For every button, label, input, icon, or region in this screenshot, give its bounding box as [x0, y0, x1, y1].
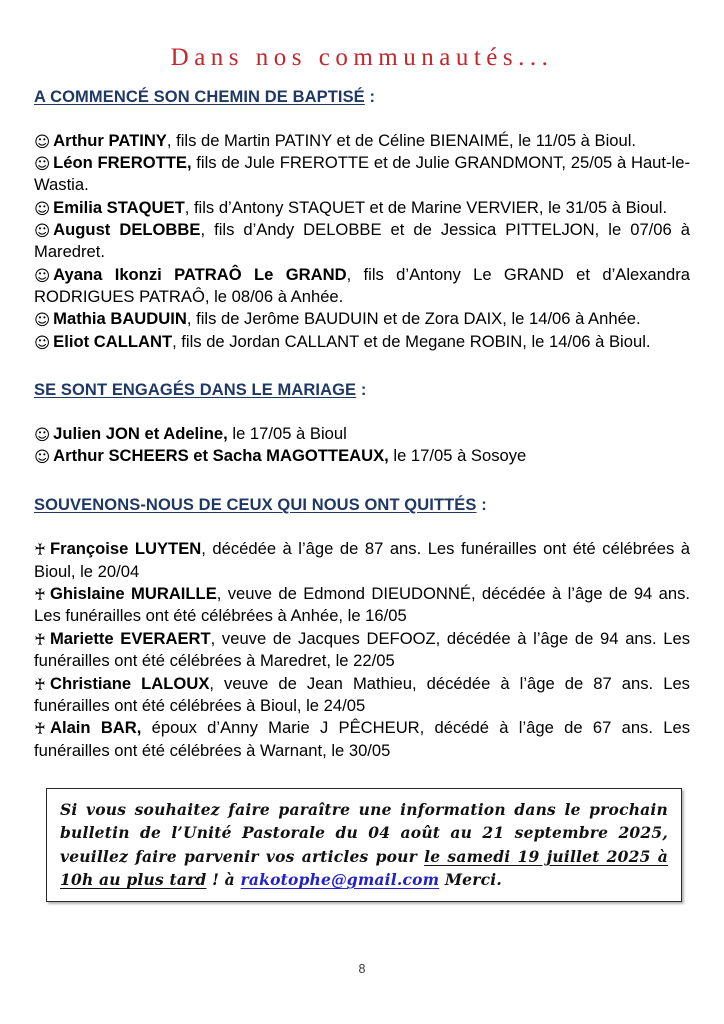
entry-name: August DELOBBE [53, 220, 201, 240]
list-item [34, 445, 690, 467]
email-link[interactable]: rakotophe@gmail.com [240, 869, 440, 889]
entry-name: Eliot CALLANT [53, 331, 173, 351]
list-item [34, 583, 690, 628]
notice-text [60, 798, 668, 891]
cross-icon: ♰ [34, 674, 46, 694]
list-item [34, 673, 690, 718]
entry-detail: fils de Jule FREROTTE et de Julie GRANDMONT, 25/05 à Haut-le-Wastia. [34, 153, 690, 195]
notice-deadline: le samedi 19 juillet 2025 à 10h au plus tard [60, 846, 668, 889]
entry-name: Léon FREROTTE, [53, 153, 192, 173]
entry-detail: , veuve de Jean Mathieu, décédée à l’âge de 87 ans. Les funérailles ont été célébrées à Bioul, le 24/05 [34, 673, 690, 716]
page-title: Dans nos communautés... [170, 44, 554, 71]
list-item [34, 130, 690, 152]
entry-name: Mathia BAUDUIN [53, 309, 187, 329]
cross-icon: ♰ [34, 629, 46, 649]
deaths-entry-list [34, 538, 690, 762]
entry-name: Christiane LALOUX [49, 673, 210, 693]
list-item [34, 152, 690, 197]
entry-detail: le 17/05 à Sosoye [388, 446, 527, 466]
smiley-icon: ☺ [34, 333, 51, 352]
smiley-icon: ☺ [34, 199, 51, 218]
notice-part-3: Merci. [439, 869, 502, 889]
list-item [34, 331, 690, 353]
entry-name: Julien JON et Adeline, [53, 424, 228, 444]
list-item [34, 264, 690, 309]
section-heading-baptism [34, 86, 690, 108]
cross-icon: ♰ [34, 719, 46, 739]
entry-detail: , fils de Jordan CALLANT et de Megane ROBIN, le 14/06 à Bioul. [172, 331, 651, 351]
list-item [34, 219, 690, 264]
list-item [34, 197, 690, 219]
page-number: 8 [358, 962, 366, 976]
entry-detail: époux d’Anny Marie J PÊCHEUR, décédé à l’âge de 67 ans. Les funérailles ont été célébrées à Warnant, le 30/05 [34, 718, 690, 760]
marriage-entry-list [34, 423, 690, 468]
entry-name: Ghislaine MURAILLE [49, 583, 217, 603]
section-heading-marriage [34, 379, 690, 401]
smiley-icon: ☺ [34, 222, 51, 241]
smiley-icon: ☺ [34, 426, 51, 445]
list-item [34, 538, 690, 583]
list-item [34, 308, 690, 330]
smiley-icon: ☺ [34, 266, 51, 285]
section-heading-deaths-colon: : [476, 495, 487, 514]
entry-name: Ayana Ikonzi PATRAÔ Le GRAND [53, 264, 347, 284]
section-heading-marriage-label: SE SONT ENGAGÉS DANS LE MARIAGE [34, 380, 357, 399]
cross-icon: ♰ [34, 584, 46, 604]
list-item [34, 423, 690, 445]
entry-detail: le 17/05 à Bioul [227, 424, 347, 444]
entry-name: Arthur PATINY [53, 130, 167, 150]
entry-detail: , fils de Martin PATINY et de Céline BIENAIMÉ, le 11/05 à Bioul. [166, 130, 637, 150]
section-heading-deaths [34, 494, 690, 516]
smiley-icon: ☺ [34, 311, 51, 330]
entry-detail: , veuve de Edmond DIEUDONNÉ, décédée à l’âge de 94 ans. Les funérailles ont été célébrées à Anhée, le 16/05 [34, 583, 691, 626]
notice-part-1: Si vous souhaitez faire paraître une information dans le prochain bulletin de l’Unité Pastorale du 04 août au 21 septembre 2025, veuillez faire parvenir vos articles pour [60, 800, 668, 866]
entry-detail: , fils d’Antony Le GRAND et d’Alexandra RODRIGUES PATRAÔ, le 08/06 à Anhée. [34, 264, 690, 306]
list-item [34, 628, 690, 673]
section-heading-marriage-colon: : [356, 380, 367, 399]
notice-part-2: ! à [206, 869, 241, 889]
entry-name: Françoise LUYTEN [49, 539, 202, 559]
entry-detail: , fils d’Antony STAQUET et de Marine VERVIER, le 31/05 à Bioul. [184, 197, 668, 217]
notice-box-wrapper [46, 788, 682, 902]
entry-detail: , décédée à l’âge de 87 ans. Les funérailles ont été célébrées à Bioul, le 20/04 [34, 539, 690, 581]
entry-name: Arthur SCHEERS et Sacha MAGOTTEAUX, [53, 446, 389, 466]
list-item [34, 717, 690, 762]
smiley-icon: ☺ [34, 132, 51, 151]
smiley-icon: ☺ [34, 155, 51, 174]
section-heading-deaths-label: SOUVENONS-NOUS DE CEUX QUI NOUS ONT QUITTÉS [34, 495, 477, 514]
entry-name: Emilia STAQUET [53, 197, 185, 217]
entry-detail: , veuve de Jacques DEFOOZ, décédée à l’âge de 94 ans. Les funérailles ont été célébrées à Maredret, le 22/05 [34, 628, 690, 671]
section-heading-baptism-label: A COMMENCÉ SON CHEMIN DE BAPTISÉ [34, 87, 365, 106]
entry-detail: , fils d’Andy DELOBBE et de Jessica PITTELJON, le 07/06 à Maredret. [34, 220, 690, 262]
entry-name: Alain BAR, [49, 718, 142, 738]
entry-detail: , fils de Jerôme BAUDUIN et de Zora DAIX, le 14/06 à Anhée. [186, 309, 641, 329]
entry-name: Mariette EVERAERT [49, 628, 211, 648]
cross-icon: ♰ [34, 540, 46, 560]
smiley-icon: ☺ [34, 448, 51, 467]
notice-box [46, 788, 682, 902]
baptism-entry-list [34, 130, 690, 353]
section-heading-baptism-colon: : [364, 87, 376, 106]
